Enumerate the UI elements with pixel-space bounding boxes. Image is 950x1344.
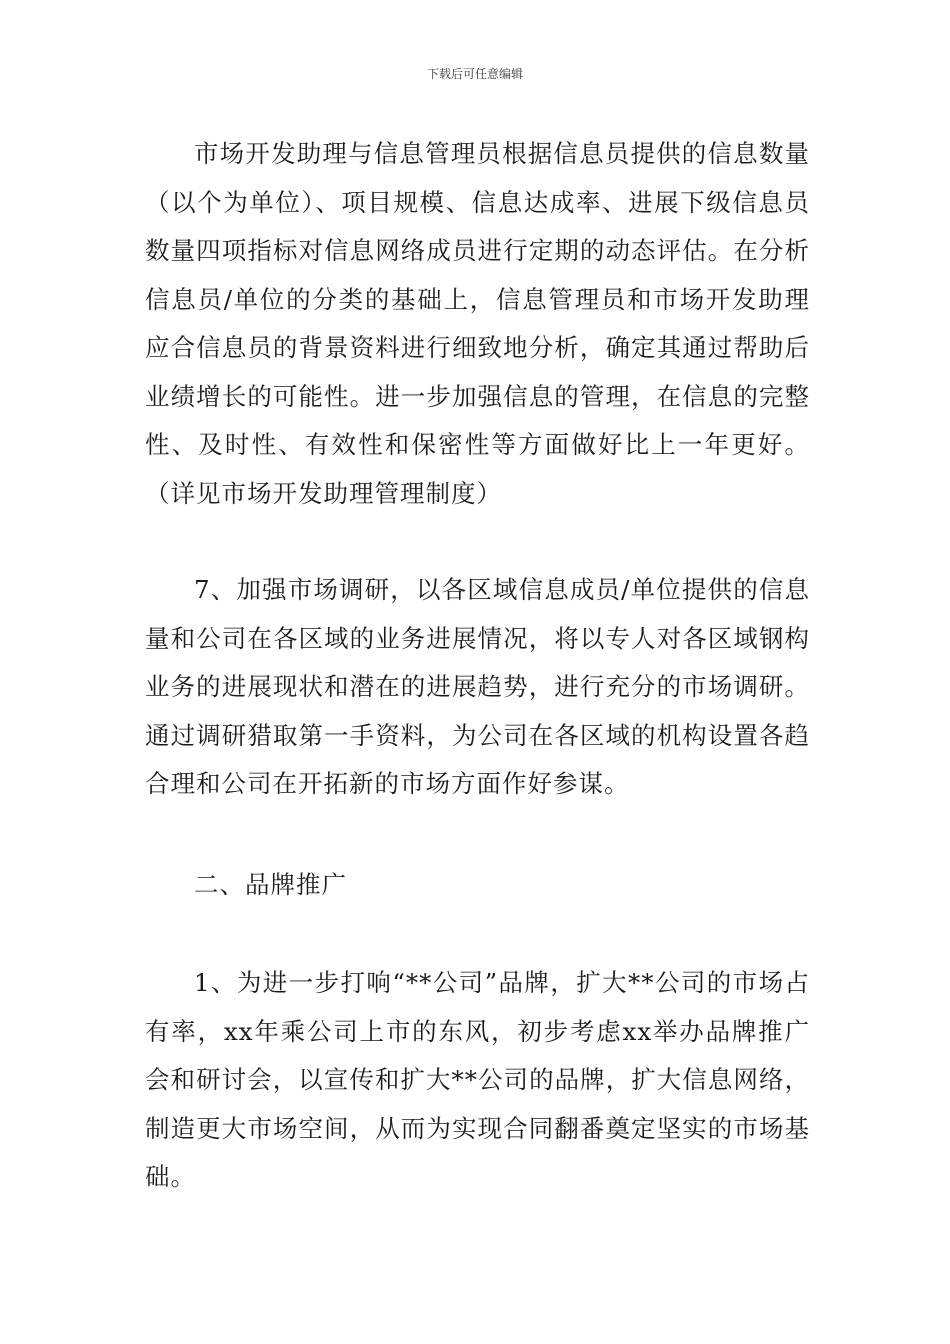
document-body <box>145 130 810 1202</box>
paragraph-info-evaluation: 市场开发助理与信息管理员根据信息员提供的信息数量（以个为单位）、项目规模、信息达成率、进展下级信息员数量四项指标对信息网络成员进行定期的动态评估。在分析信息员/单位的分类的基础上，信息管理员和市场开发助理应合信息员的背景资料进行细致地分析，确定其通过帮助后业绩增长的可能性。进一步加强信息的管理，在信息的完整性、及时性、有效性和保密性等方面做好比上一年更好。（详见市场开发助理管理制度） <box>145 139 810 508</box>
section-heading-brand-promotion: 二、品牌推广 <box>194 869 347 899</box>
paragraph-market-research: 7、加强市场调研，以各区域信息成员/单位提供的信息量和公司在各区域的业务进展情况，将以专人对各区域钢构业务的进展现状和潜在的进展趋势，进行充分的市场调研。通过调研猎取第一手资料，为公司在各区域的机构设置各趋合理和公司在开拓新的市场方面作好参谋。 <box>145 575 810 798</box>
page-header: 下载后可任意编辑 <box>426 67 523 81</box>
paragraph-brand-promotion: 1、为进一步打响“**公司”品牌，扩大**公司的市场占有率，xx年乘公司上市的东风，初步考虑xx举办品牌推广会和研讨会，以宣传和扩大**公司的品牌，扩大信息网络，制造更大市场空间，从而为实现合同翻番奠定坚实的市场基础。 <box>145 968 810 1191</box>
